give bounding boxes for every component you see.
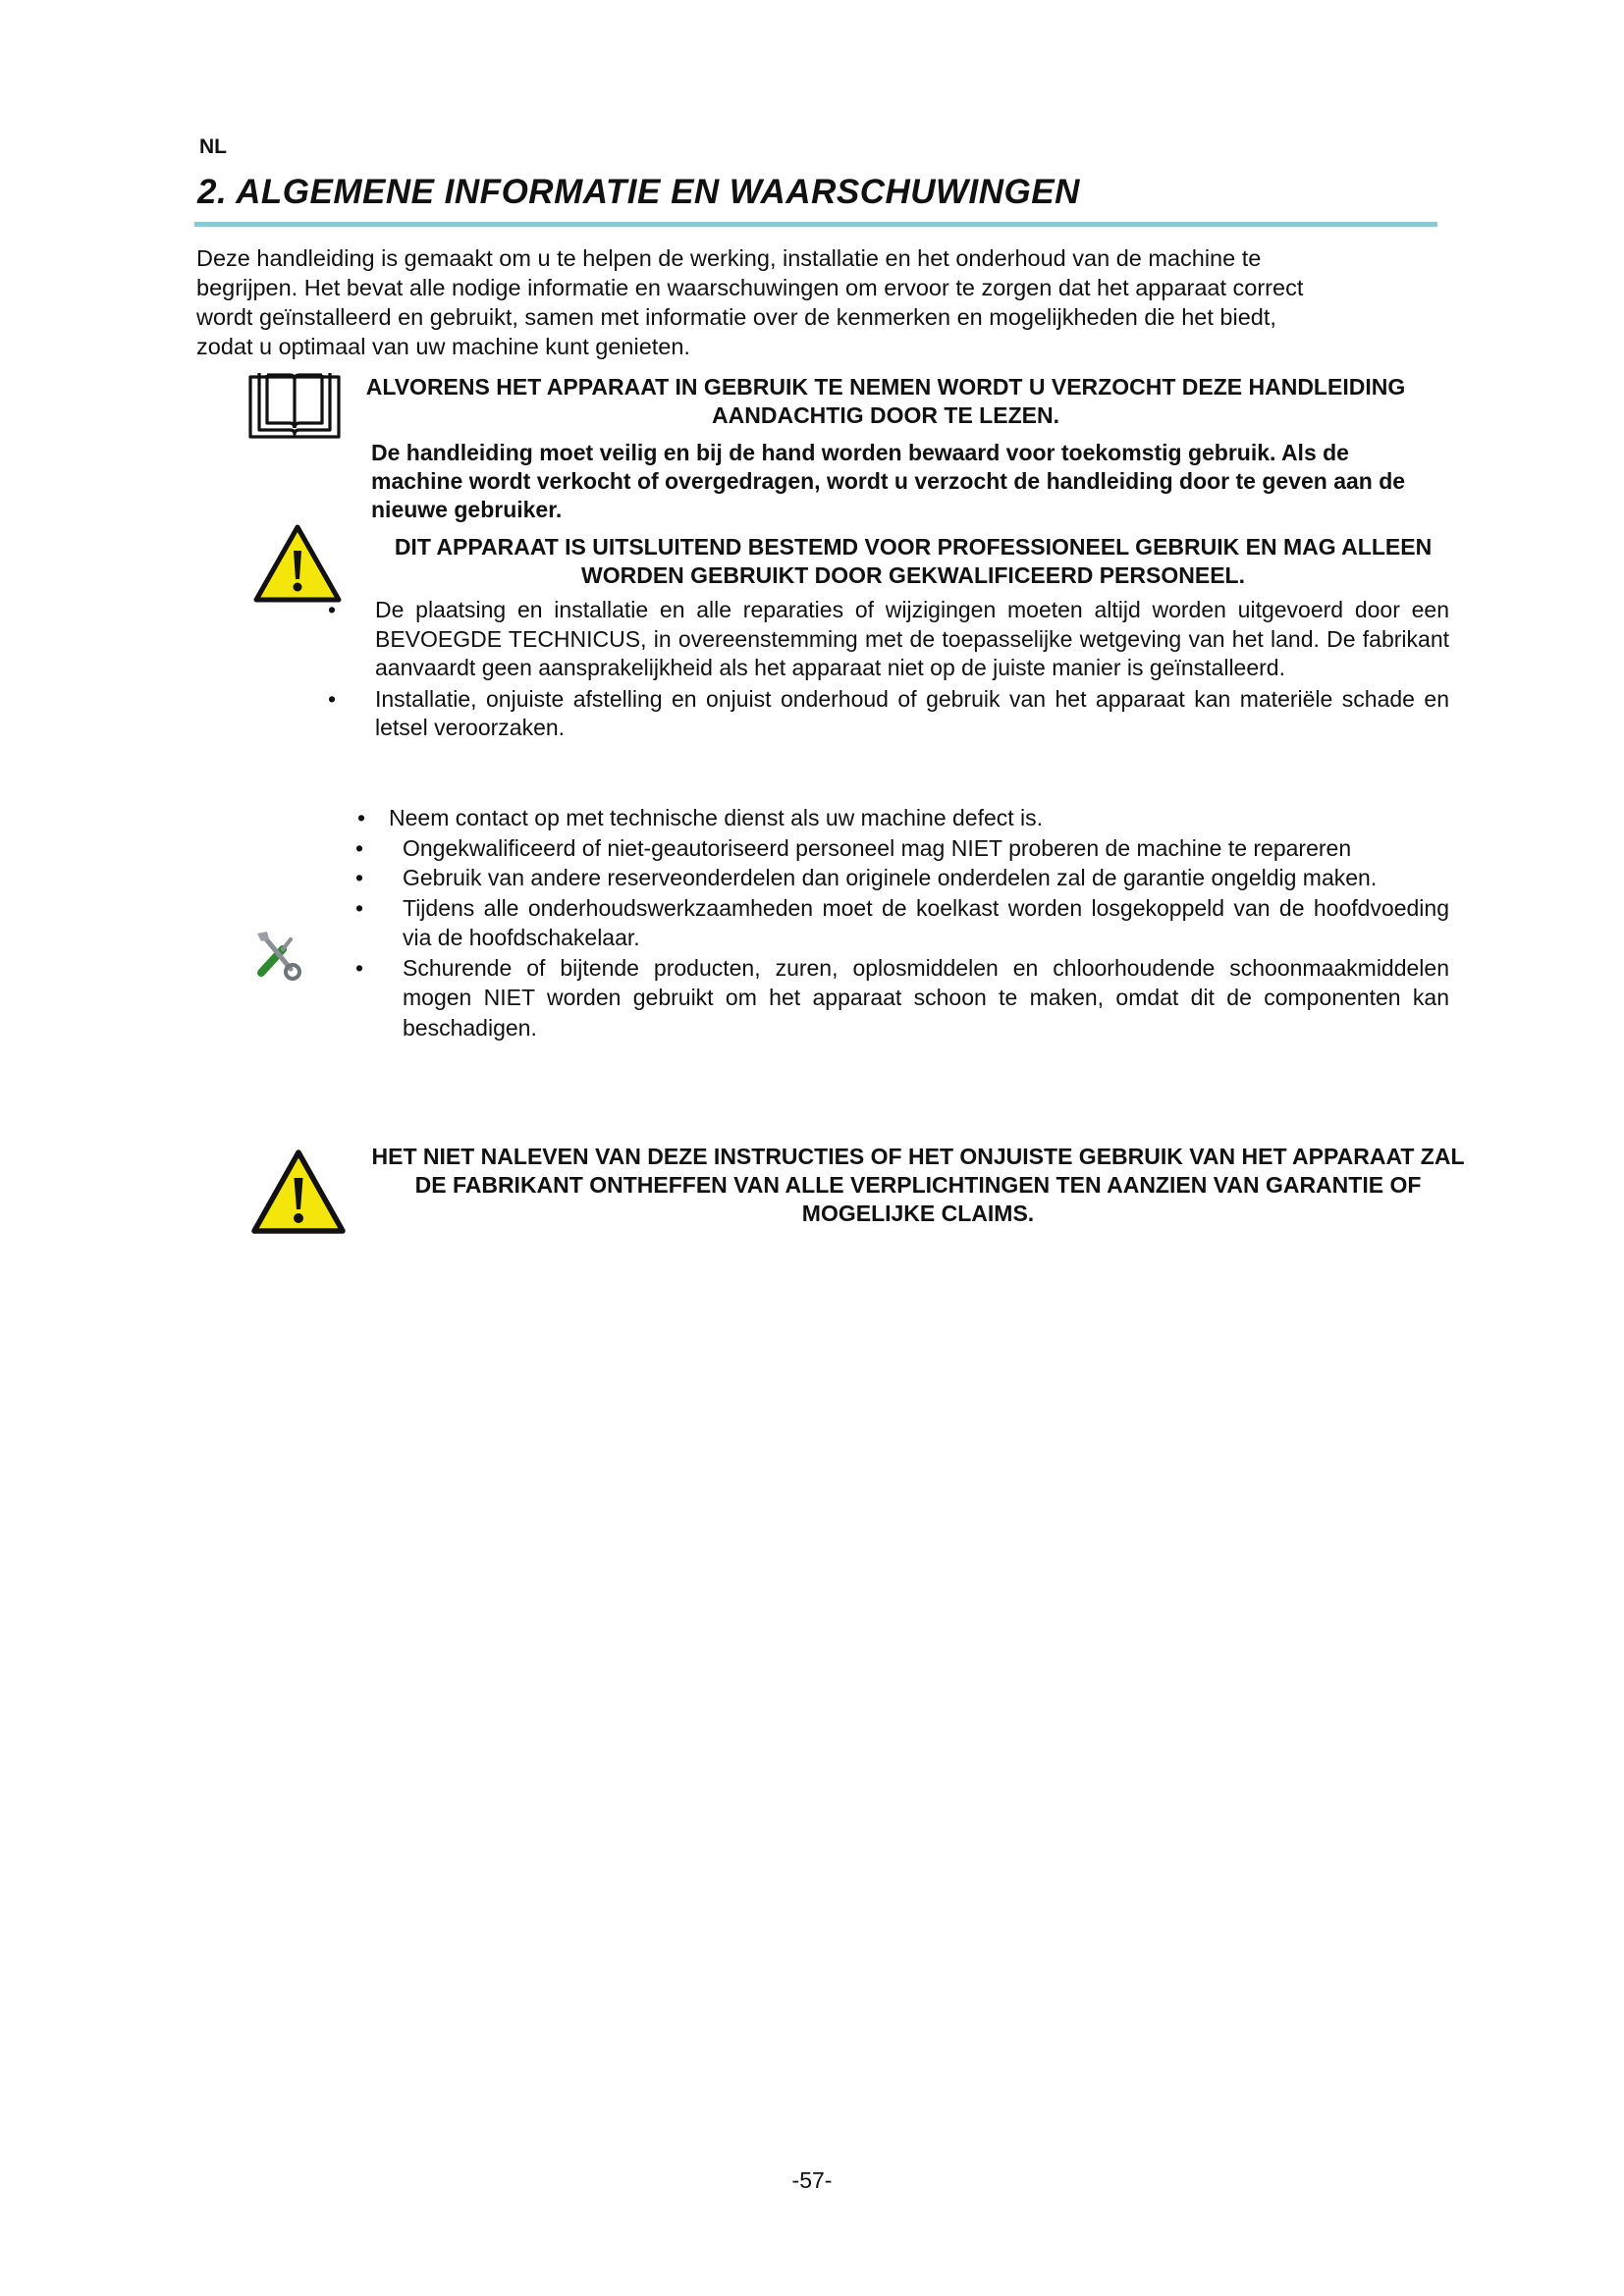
manual-keep-notice: De handleiding moet veilig en bij de hand worden bewaard voor toekomstig gebruik. Als de machine wordt verkocht of overgedragen, wordt u verzocht de handleiding door te geven aan de nieuwe gebruiker.: [371, 440, 1406, 522]
intro-line: zodat u optimaal van uw machine kunt genieten.: [196, 334, 690, 359]
list-item: • De plaatsing en installatie en alle reparaties of wijzigingen moeten altijd worden uitgevoerd door een BEVOEGDE TECHNICUS, in overeenstemming met de toepasselijke wetgeving van het land. De fabrikant aanvaardt geen aansprakelijkheid als het apparaat niet op de juiste manier is geïnstalleerd.: [328, 596, 1449, 683]
tools-icon: [253, 930, 302, 981]
list-item: • Ongekwalificeerd of niet-geautoriseerd personeel mag NIET proberen de machine te repareren: [355, 833, 1451, 864]
list-item: • Gebruik van andere reserveonderdelen dan originele onderdelen zal de garantie ongeldig maken.: [355, 863, 1451, 893]
intro-paragraph: [196, 243, 1448, 361]
language-code: NL: [199, 135, 227, 158]
page-number: -57-: [791, 2167, 833, 2193]
bullet-icon: •: [355, 954, 364, 981]
warning-triangle-icon: [252, 523, 343, 604]
bullet-icon: •: [357, 805, 366, 830]
manual-book-icon: [247, 369, 342, 440]
final-warning-text: HET NIET NALEVEN VAN DEZE INSTRUCTIES OF HET ONJUISTE GEBRUIK VAN HET APPARAAT ZAL DE FABRIKANT ONTHEFFEN VAN ALLE VERPLICHTINGEN TEN AANZIEN VAN GARANTIE OF MOGELIJKE CLAIMS.: [371, 1144, 1465, 1226]
professional-warning-heading: DIT APPARAAT IS UITSLUITEND BESTEMD VOOR PROFESSIONEEL GEBRUIK EN MAG ALLEEN WORDEN GEBRUIKT DOOR GEKWALIFICEERD PERSONEEL.: [394, 534, 1433, 588]
maintenance-list: [357, 803, 1451, 1042]
intro-line: begrijpen. Het bevat alle nodige informatie en waarschuwingen om ervoor te zorgen dat het apparaat correct: [196, 275, 1304, 300]
list-item: • Tijdens alle onderhoudswerkzaamheden moet de koelkast worden losgekoppeld van de hoofdvoeding via de hoofdschakelaar.: [355, 893, 1451, 953]
bullet-icon: •: [355, 834, 364, 861]
professional-warning-list: [328, 596, 1449, 743]
bullet-icon: •: [355, 894, 364, 921]
list-item: • Installatie, onjuiste afstelling en onjuist onderhoud of gebruik van het apparaat kan materiële schade en letsel veroorzaken.: [328, 685, 1449, 743]
title-underline: [194, 222, 1437, 227]
bullet-icon: •: [355, 865, 364, 890]
intro-line: Deze handleiding is gemaakt om u te helpen de werking, installatie en het onderhoud van de machine te: [196, 245, 1262, 271]
section-title: 2. ALGEMENE INFORMATIE EN WAARSCHUWINGEN: [197, 173, 1080, 211]
bullet-icon: •: [328, 685, 337, 712]
intro-line: wordt geïnstalleerd en gebruikt, samen met informatie over de kenmerken en mogelijkheden die het biedt,: [196, 304, 1276, 330]
bullet-icon: •: [328, 597, 337, 622]
list-item: • Neem contact op met technische dienst als uw machine defect is.: [357, 803, 1451, 833]
list-item: • Schurende of bijtende producten, zuren, oplosmiddelen en chloorhoudende schoonmaakmiddelen mogen NIET worden gebruikt om het apparaat schoon te maken, omdat dit de componenten kan beschadigen.: [355, 953, 1451, 1043]
warning-triangle-icon: [250, 1148, 347, 1235]
manual-notice-heading: ALVORENS HET APPARAAT IN GEBRUIK TE NEMEN WORDT U VERZOCHT DEZE HANDLEIDING AANDACHTIG DOOR TE LEZEN.: [365, 374, 1406, 428]
